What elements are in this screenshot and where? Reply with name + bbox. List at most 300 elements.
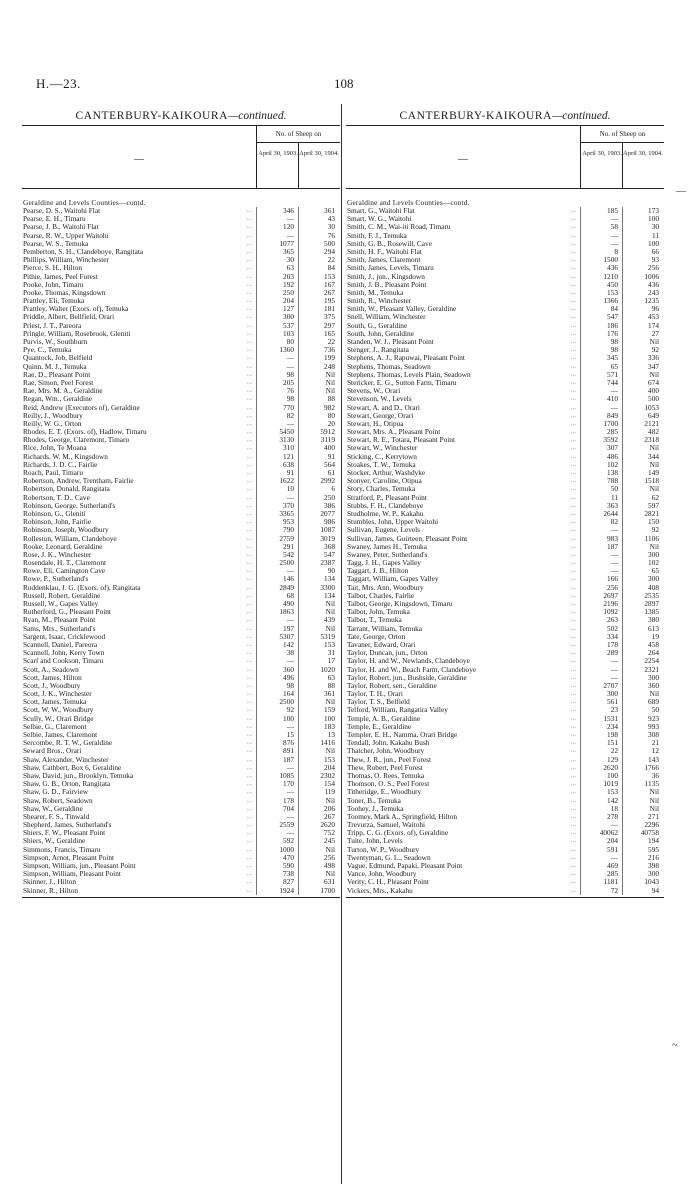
owner-name: Scannell, Daniel, Pareora ... — [22, 641, 256, 649]
owner-name: Shaw, G. B., Orton, Rangitata ... — [22, 780, 256, 788]
sheep-1904: Nil — [622, 788, 663, 796]
sheep-1904: 300 — [622, 674, 663, 682]
sheep-1903: 103 — [256, 330, 298, 338]
sheep-1903: 203 — [256, 273, 298, 281]
sheep-1904: 2387 — [298, 559, 339, 567]
sheep-1903: 307 — [580, 444, 622, 452]
owner-name: Rhodes, George, Claremont, Timaru ... — [22, 436, 256, 444]
sheep-1904: 482 — [622, 428, 663, 436]
owner-name: Pooke, John, Timaru ... — [22, 281, 256, 289]
sheep-1903: 127 — [256, 305, 298, 313]
sheep-1903: 2759 — [256, 535, 298, 543]
owner-name: Scott, James, Hilton ... — [22, 674, 256, 682]
sheep-1903: 469 — [580, 862, 622, 870]
sheep-1903: 63 — [256, 264, 298, 272]
sheep-1904: 165 — [298, 330, 339, 338]
year-1903-header: April 30, 1903. — [582, 150, 622, 157]
owner-name: Taylor, Duncan, jun., Orton ... — [346, 649, 580, 657]
owner-name: Shiers, F. W., Pleasant Point ... — [22, 829, 256, 837]
sheep-1904: 547 — [298, 551, 339, 559]
section-title-text: CANTERBURY-KAIKOURA — [399, 110, 553, 122]
sheep-1904: 199 — [298, 354, 339, 362]
year-1903-header: April 30, 1903. — [258, 150, 298, 157]
sheep-1903: — — [580, 657, 622, 665]
sheep-1904: 20 — [298, 420, 339, 428]
owner-name: Smith, James, Levels, Timaru ... — [346, 264, 580, 272]
table-body — [22, 207, 340, 898]
sheep-1904: 245 — [298, 837, 339, 845]
sheep-1903: 98 — [580, 346, 622, 354]
owner-name: Smith, H. F., Waitohi Flat ... — [346, 248, 580, 256]
sheep-1904: 386 — [298, 502, 339, 510]
owner-name: Toohey, J., Temuka ... — [346, 805, 580, 813]
sheep-1904: 439 — [298, 616, 339, 624]
owner-name: Shiers, W., Geraldine ... — [22, 837, 256, 845]
owner-name: Stewart, H., Otipua ... — [346, 420, 580, 428]
sheep-1904: 982 — [298, 404, 339, 412]
owner-name: Shaw, W., Geraldine ... — [22, 805, 256, 813]
owner-name: Quinn, M. J., Temuka ... — [22, 363, 256, 371]
owner-name: Toomey, Mark A., Springfield, Hilton ... — [346, 813, 580, 821]
sheep-1904: 22 — [298, 256, 339, 264]
sheep-1904: 1087 — [298, 526, 339, 534]
table-body — [346, 207, 664, 898]
sheep-1904: 1385 — [622, 608, 663, 616]
sheep-1903: 2644 — [580, 510, 622, 518]
table-header — [346, 125, 664, 189]
sheep-1904: Nil — [298, 379, 339, 387]
sheep-1904: 248 — [298, 363, 339, 371]
owner-name: Pithie, James, Peel Forest ... — [22, 273, 256, 281]
owner-name: Tate, George, Orton ... — [346, 633, 580, 641]
sheep-1903: 187 — [580, 543, 622, 551]
sheep-1903: 2620 — [580, 764, 622, 772]
owner-name: Swaney, James H., Temuka ... — [346, 543, 580, 551]
sheep-1904: 1106 — [622, 535, 663, 543]
sheep-1904: 361 — [298, 690, 339, 698]
sheep-1903: 346 — [256, 207, 298, 215]
owner-name: Standen, W. J., Pleasant Point ... — [346, 338, 580, 346]
owner-name: Russell, Robert, Geraldine ... — [22, 592, 256, 600]
sheep-1903: 410 — [580, 395, 622, 403]
sheep-1904: Nil — [622, 805, 663, 813]
owner-name: Vance, John, Woodbury ... — [346, 870, 580, 878]
sheep-1904: Nil — [298, 600, 339, 608]
sheep-1904: 347 — [622, 363, 663, 371]
section-title-suffix: —continued. — [228, 110, 287, 122]
sheep-1903: — — [580, 567, 622, 575]
sheep-1904: 3300 — [298, 584, 339, 592]
owner-name: Rae, Simon, Peel Forest ... — [22, 379, 256, 387]
owner-name: Scott, W. W., Woodbury ... — [22, 706, 256, 714]
sheep-1904: 336 — [622, 354, 663, 362]
sheep-1904: 100 — [298, 715, 339, 723]
sheep-1903: 178 — [580, 641, 622, 649]
sheep-1903: 100 — [580, 772, 622, 780]
sheep-1904: 2992 — [298, 477, 339, 485]
sheep-1903: 1085 — [256, 772, 298, 780]
owner-name: Stonyer, Caroline, Otipua ... — [346, 477, 580, 485]
owner-name: Story, Charles, Temuka ... — [346, 485, 580, 493]
sheep-1904: 21 — [622, 739, 663, 747]
sheep-1903: 92 — [256, 706, 298, 714]
sheep-1903: 891 — [256, 747, 298, 755]
owner-name: Smart, W. G., Waitohi ... — [346, 215, 580, 223]
table-header — [22, 125, 340, 189]
owner-name: Stephens, Thomas, Seadown ... — [346, 363, 580, 371]
sheep-1904: 361 — [298, 207, 339, 215]
owner-name: Toner, B., Temuka ... — [346, 797, 580, 805]
sheep-1904: Nil — [298, 608, 339, 616]
owner-name: Smith, James, Claremont ... — [346, 256, 580, 264]
owner-name: Phillips, William, Winchester ... — [22, 256, 256, 264]
sheep-1903: 291 — [256, 543, 298, 551]
sheep-1903: 121 — [256, 453, 298, 461]
sheep-1904: 167 — [298, 281, 339, 289]
owner-name: Rae, D., Pleasant Point ... — [22, 371, 256, 379]
sheep-1903: 2196 — [580, 600, 622, 608]
page-number: 108 — [334, 76, 354, 91]
sheep-1904: 2318 — [622, 436, 663, 444]
sheep-1904: 597 — [622, 502, 663, 510]
sheep-1903: 250 — [256, 289, 298, 297]
owner-name: Studholme, W. P., Kakahu ... — [346, 510, 580, 518]
owner-name: Simpson, William, jun., Pleasant Point ... — [22, 862, 256, 870]
sheep-1903: 345 — [580, 354, 622, 362]
sheep-1904: 5319 — [298, 633, 339, 641]
sheep-1904: 94 — [622, 887, 663, 895]
owner-name: Ryan, M., Pleasant Point ... — [22, 616, 256, 624]
sheep-1903: 470 — [256, 854, 298, 862]
sheep-1903: 204 — [580, 837, 622, 845]
sheep-1904: 216 — [622, 854, 663, 862]
owner-name: Selbie, James, Claremont ... — [22, 731, 256, 739]
owner-name: Turton, W. P., Woodbury ... — [346, 846, 580, 854]
sheep-1903: 205 — [256, 379, 298, 387]
sheep-1903: 5450 — [256, 428, 298, 436]
sheep-1903: — — [580, 674, 622, 682]
sheep-1904: 2321 — [622, 666, 663, 674]
owner-name: Stratford, P., Pleasant Point ... — [346, 494, 580, 502]
owner-name: Scott, A., Seadown ... — [22, 666, 256, 674]
sheep-1904: 498 — [298, 862, 339, 870]
name-column-header: — — [458, 154, 468, 165]
sheep-1904: 1518 — [622, 477, 663, 485]
sheep-1903: 571 — [580, 371, 622, 379]
sheep-1904: 3019 — [298, 535, 339, 543]
sheep-1904: 153 — [298, 273, 339, 281]
owner-name: Tavaner, Edward, Orari ... — [346, 641, 580, 649]
sheep-1903: 1531 — [580, 715, 622, 723]
owner-name: Trevurza, Samuel, Waitohi ... — [346, 821, 580, 829]
sheep-1904: 159 — [298, 706, 339, 714]
owner-name: Pearse, J. B., Waitohi Flat ... — [22, 223, 256, 231]
sheep-1904: 62 — [622, 494, 663, 502]
owner-name: Talbot, George, Kingsdown, Timaru ... — [346, 600, 580, 608]
sheep-1903: 983 — [580, 535, 622, 543]
sheep-1904: 267 — [298, 813, 339, 821]
sheep-1903: — — [580, 240, 622, 248]
sheep-1904: 1020 — [298, 666, 339, 674]
owner-name: Stephens, A. J., Rapuwai, Pleasant Point ... — [346, 354, 580, 362]
sheep-1903: 84 — [580, 305, 622, 313]
sheep-1903: 300 — [580, 690, 622, 698]
sheep-1904: 100 — [622, 240, 663, 248]
owner-name: Verity, C. H., Pleasant Point ... — [346, 878, 580, 886]
sheep-1904: Nil — [298, 747, 339, 755]
owner-name: Prattley, Eli, Temuka ... — [22, 297, 256, 305]
owner-name: Priddle, Albert, Bellfield, Orari ... — [22, 313, 256, 321]
sheep-1904: 408 — [622, 584, 663, 592]
sheep-1904: 2535 — [622, 592, 663, 600]
owner-name: Smith, M., Temuka ... — [346, 289, 580, 297]
sheep-1903: 300 — [256, 313, 298, 321]
sheep-1903: 186 — [580, 322, 622, 330]
sheep-1904: 19 — [622, 633, 663, 641]
sheep-1904: 119 — [298, 788, 339, 796]
owner-name: Taggart, J. B., Hilton ... — [346, 567, 580, 575]
sheep-1903: 10 — [256, 485, 298, 493]
sheep-1903: 256 — [580, 584, 622, 592]
owner-name: Roach, Paul, Timaru ... — [22, 469, 256, 477]
sheep-1904: 183 — [298, 723, 339, 731]
sheep-1903: 30 — [256, 256, 298, 264]
sheep-1903: 3365 — [256, 510, 298, 518]
sheep-1904: 143 — [622, 756, 663, 764]
sheep-1904: 243 — [622, 289, 663, 297]
sheep-1903: 486 — [580, 453, 622, 461]
owner-name: Tait, Mrs. Ann, Woodbury ... — [346, 584, 580, 592]
sheep-1903: — — [580, 404, 622, 412]
sheep-1904: 65 — [622, 567, 663, 575]
owner-name: Rae, Mrs. M. A., Geraldine ... — [22, 387, 256, 395]
owner-name: Pringle, William, Rosebrook, Gleniti ... — [22, 330, 256, 338]
sheep-1903: 334 — [580, 633, 622, 641]
sheep-1903: 187 — [256, 756, 298, 764]
table-row — [22, 887, 340, 895]
sheep-1904: 173 — [622, 207, 663, 215]
sheep-1903: — — [580, 526, 622, 534]
sheep-1904: 2077 — [298, 510, 339, 518]
sheep-1903: 2849 — [256, 584, 298, 592]
page-reference: H.—23. — [36, 76, 81, 91]
owner-name: Shaw, Alexander, Winchester ... — [22, 756, 256, 764]
sheep-1903: 790 — [256, 526, 298, 534]
owner-name: Stocker, Arthur, Washdyke ... — [346, 469, 580, 477]
owner-name: Thew, J. R., jun., Peel Forest ... — [346, 756, 580, 764]
sheep-1903: 849 — [580, 412, 622, 420]
sheep-1904: 368 — [298, 543, 339, 551]
sheep-1904: 1053 — [622, 404, 663, 412]
owner-name: Pemberton, S. H., Clandeboye, Rangitata ... — [22, 248, 256, 256]
sheep-1904: 206 — [298, 805, 339, 813]
owner-name: Taylor, Robert, jun., Bushside, Geraldine ... — [346, 674, 580, 682]
owner-name: Taggart, William, Gapes Valley ... — [346, 575, 580, 583]
sheep-1904: 923 — [622, 715, 663, 723]
sheep-1903: 561 — [580, 698, 622, 706]
sheep-1904: 564 — [298, 461, 339, 469]
sheep-1904: 1135 — [622, 780, 663, 788]
sheep-1903: 98 — [580, 338, 622, 346]
owner-name: Twentyman, G. L., Seadown ... — [346, 854, 580, 862]
sheep-1903: 178 — [256, 797, 298, 805]
sheep-1903: 3592 — [580, 436, 622, 444]
owner-name: Robinson, G., Gleniti ... — [22, 510, 256, 518]
right-column — [346, 108, 664, 898]
sheep-1903: 502 — [580, 625, 622, 633]
sheep-1904: 181 — [298, 305, 339, 313]
sheep-1904: 993 — [622, 723, 663, 731]
sheep-1903: 365 — [256, 248, 298, 256]
owner-name: Templer, E. H., Namma, Orari Bridge ... — [346, 731, 580, 739]
owner-name: Stewart, Mrs. A., Pleasant Point ... — [346, 428, 580, 436]
sheep-1903: 58 — [580, 223, 622, 231]
owner-name: Talbot, John, Temuka ... — [346, 608, 580, 616]
sheep-1904: 153 — [298, 641, 339, 649]
sheep-1904: 2821 — [622, 510, 663, 518]
section-title-text: CANTERBURY-KAIKOURA — [75, 110, 229, 122]
sheep-1904: 134 — [298, 575, 339, 583]
sheep-1903: 100 — [256, 715, 298, 723]
sheep-1904: 400 — [298, 444, 339, 452]
owner-name: Reid, Andrew (Executors of), Geraldine ... — [22, 404, 256, 412]
owner-name: Taylor, H. and W., Beach Farm, Clandeboye ... — [346, 666, 580, 674]
sheep-1903: 1000 — [256, 846, 298, 854]
owner-name: Scannell, John, Kerry Town ... — [22, 649, 256, 657]
sheep-1903: 82 — [256, 412, 298, 420]
sheep-1904: 204 — [298, 764, 339, 772]
sheep-1903: 1181 — [580, 878, 622, 886]
sheep-1903: 11 — [580, 494, 622, 502]
sheep-1903: 2707 — [580, 682, 622, 690]
sheep-1904: 5912 — [298, 428, 339, 436]
owner-name: Tendall, John, Kakahu Bush ... — [346, 739, 580, 747]
sheep-1903: 263 — [580, 616, 622, 624]
owner-name: Stubbs, F. H., Clandeboye ... — [346, 502, 580, 510]
owner-name: Sticking, C., Kerrytown ... — [346, 453, 580, 461]
sheep-1903: 2500 — [256, 698, 298, 706]
owner-name: Simmons, Francis, Timaru ... — [22, 846, 256, 854]
sheep-1903: 98 — [256, 682, 298, 690]
sheep-1903: 876 — [256, 739, 298, 747]
owner-name: Robinson, Joseph, Woodbury ... — [22, 526, 256, 534]
owner-name: Pearse, D. S., Waitohi Flat ... — [22, 207, 256, 215]
sheep-1904: 76 — [298, 232, 339, 240]
owner-name: Rosendale, H. T., Claremont ... — [22, 559, 256, 567]
owner-name: Robertson, Donald, Rangitata ... — [22, 485, 256, 493]
sheep-1903: — — [580, 215, 622, 223]
sheep-1903: 2697 — [580, 592, 622, 600]
owner-name: Tuite, John, Levels ... — [346, 837, 580, 845]
owner-name: Temple, E., Geraldine ... — [346, 723, 580, 731]
owner-name: Rose, J. K., Winchester ... — [22, 551, 256, 559]
owner-name: Selbie, G., Claremont ... — [22, 723, 256, 731]
owner-name: Stevenson, W., Levels ... — [346, 395, 580, 403]
owner-name: Rooke, Leonard, Geraldine ... — [22, 543, 256, 551]
owner-name: Smith, C. M., Wai-iti Road, Timaru ... — [346, 223, 580, 231]
table-subheading: Geraldine and Levels Counties—contd. — [347, 198, 470, 207]
owner-name: Stumbles, John, Upper Waitohi ... — [346, 518, 580, 526]
owner-name: Quantock, Job, Belfield ... — [22, 354, 256, 362]
sheep-1904: 84 — [298, 264, 339, 272]
owner-name: Reilly, W. G., Orton ... — [22, 420, 256, 428]
sheep-1904: 100 — [622, 215, 663, 223]
sheep-1903: 138 — [580, 469, 622, 477]
sheep-1903: 1924 — [256, 887, 298, 895]
owner-name: Richards, W. M., Kingsdown ... — [22, 453, 256, 461]
owner-name: Taylor, T. H., Orari ... — [346, 690, 580, 698]
owner-name: Stenger, J., Rangitata ... — [346, 346, 580, 354]
sheep-1903: 638 — [256, 461, 298, 469]
sheep-1903: — — [256, 723, 298, 731]
sheep-1904: 63 — [298, 674, 339, 682]
sheep-1904: 500 — [298, 240, 339, 248]
owner-name: Scott, J., Woodbury ... — [22, 682, 256, 690]
name-column-header: — — [134, 154, 144, 165]
owner-name: Reilly, J., Woodbury ... — [22, 412, 256, 420]
sheep-1904: 267 — [298, 289, 339, 297]
owner-name: Stericker, E. G., Sutton Farm, Timaru ... — [346, 379, 580, 387]
sheep-1903: 1366 — [580, 297, 622, 305]
owner-name: Shaw, Cathbert, Box 6, Geraldine ... — [22, 764, 256, 772]
sheep-1904: 50 — [622, 706, 663, 714]
sheep-1903: 1019 — [580, 780, 622, 788]
owner-name: Scott, J. K., Winchester ... — [22, 690, 256, 698]
sheep-1903: 1360 — [256, 346, 298, 354]
sheep-1904: 91 — [298, 453, 339, 461]
sheep-1903: 1500 — [580, 256, 622, 264]
header-rule — [298, 142, 299, 188]
sheep-1903: — — [256, 420, 298, 428]
owner-name: Smith, R., Winchester ... — [346, 297, 580, 305]
sheep-1904: Nil — [622, 485, 663, 493]
sheep-1903: 234 — [580, 723, 622, 731]
owner-name: Rice, John, Te Moana ... — [22, 444, 256, 452]
sheep-1903: 192 — [256, 281, 298, 289]
sheep-1904: 300 — [622, 870, 663, 878]
sheep-1904: 736 — [298, 346, 339, 354]
sheep-1904: 13 — [298, 731, 339, 739]
owner-name: Smith, J., jun., Kingsdown ... — [346, 273, 580, 281]
sheep-1903: 38 — [256, 649, 298, 657]
sheep-1903: 142 — [580, 797, 622, 805]
table-subheading: Geraldine and Levels Counties—contd. — [23, 198, 146, 207]
owner-name: Pye, C., Temuka ... — [22, 346, 256, 354]
sheep-1904: 689 — [622, 698, 663, 706]
section-title — [346, 108, 664, 124]
owner-name: Simpson, William, Pleasant Point ... — [22, 870, 256, 878]
owner-name: Regan, Wm., Geraldine ... — [22, 395, 256, 403]
sheep-1903: 827 — [256, 878, 298, 886]
sheep-1903: 310 — [256, 444, 298, 452]
margin-mark: ~ — [672, 1040, 678, 1051]
sheep-1904: 500 — [622, 395, 663, 403]
sheep-1904: 1766 — [622, 764, 663, 772]
sheep-1904: 96 — [622, 305, 663, 313]
sheep-1904: 61 — [298, 469, 339, 477]
owner-name: Richards, J. D. C., Fairlie ... — [22, 461, 256, 469]
sheep-1904: Nil — [622, 797, 663, 805]
owner-name: Rowe, P., Sutherland's ... — [22, 575, 256, 583]
sheep-1903: 18 — [580, 805, 622, 813]
sheep-1904: 27 — [622, 330, 663, 338]
sheep-1904: 11 — [622, 232, 663, 240]
sheep-1904: 174 — [622, 322, 663, 330]
sheep-1904: 2296 — [622, 821, 663, 829]
sheep-1903: — — [256, 215, 298, 223]
sheep-1903: 102 — [580, 461, 622, 469]
owner-name: Skinner, R., Hilton ... — [22, 887, 256, 895]
